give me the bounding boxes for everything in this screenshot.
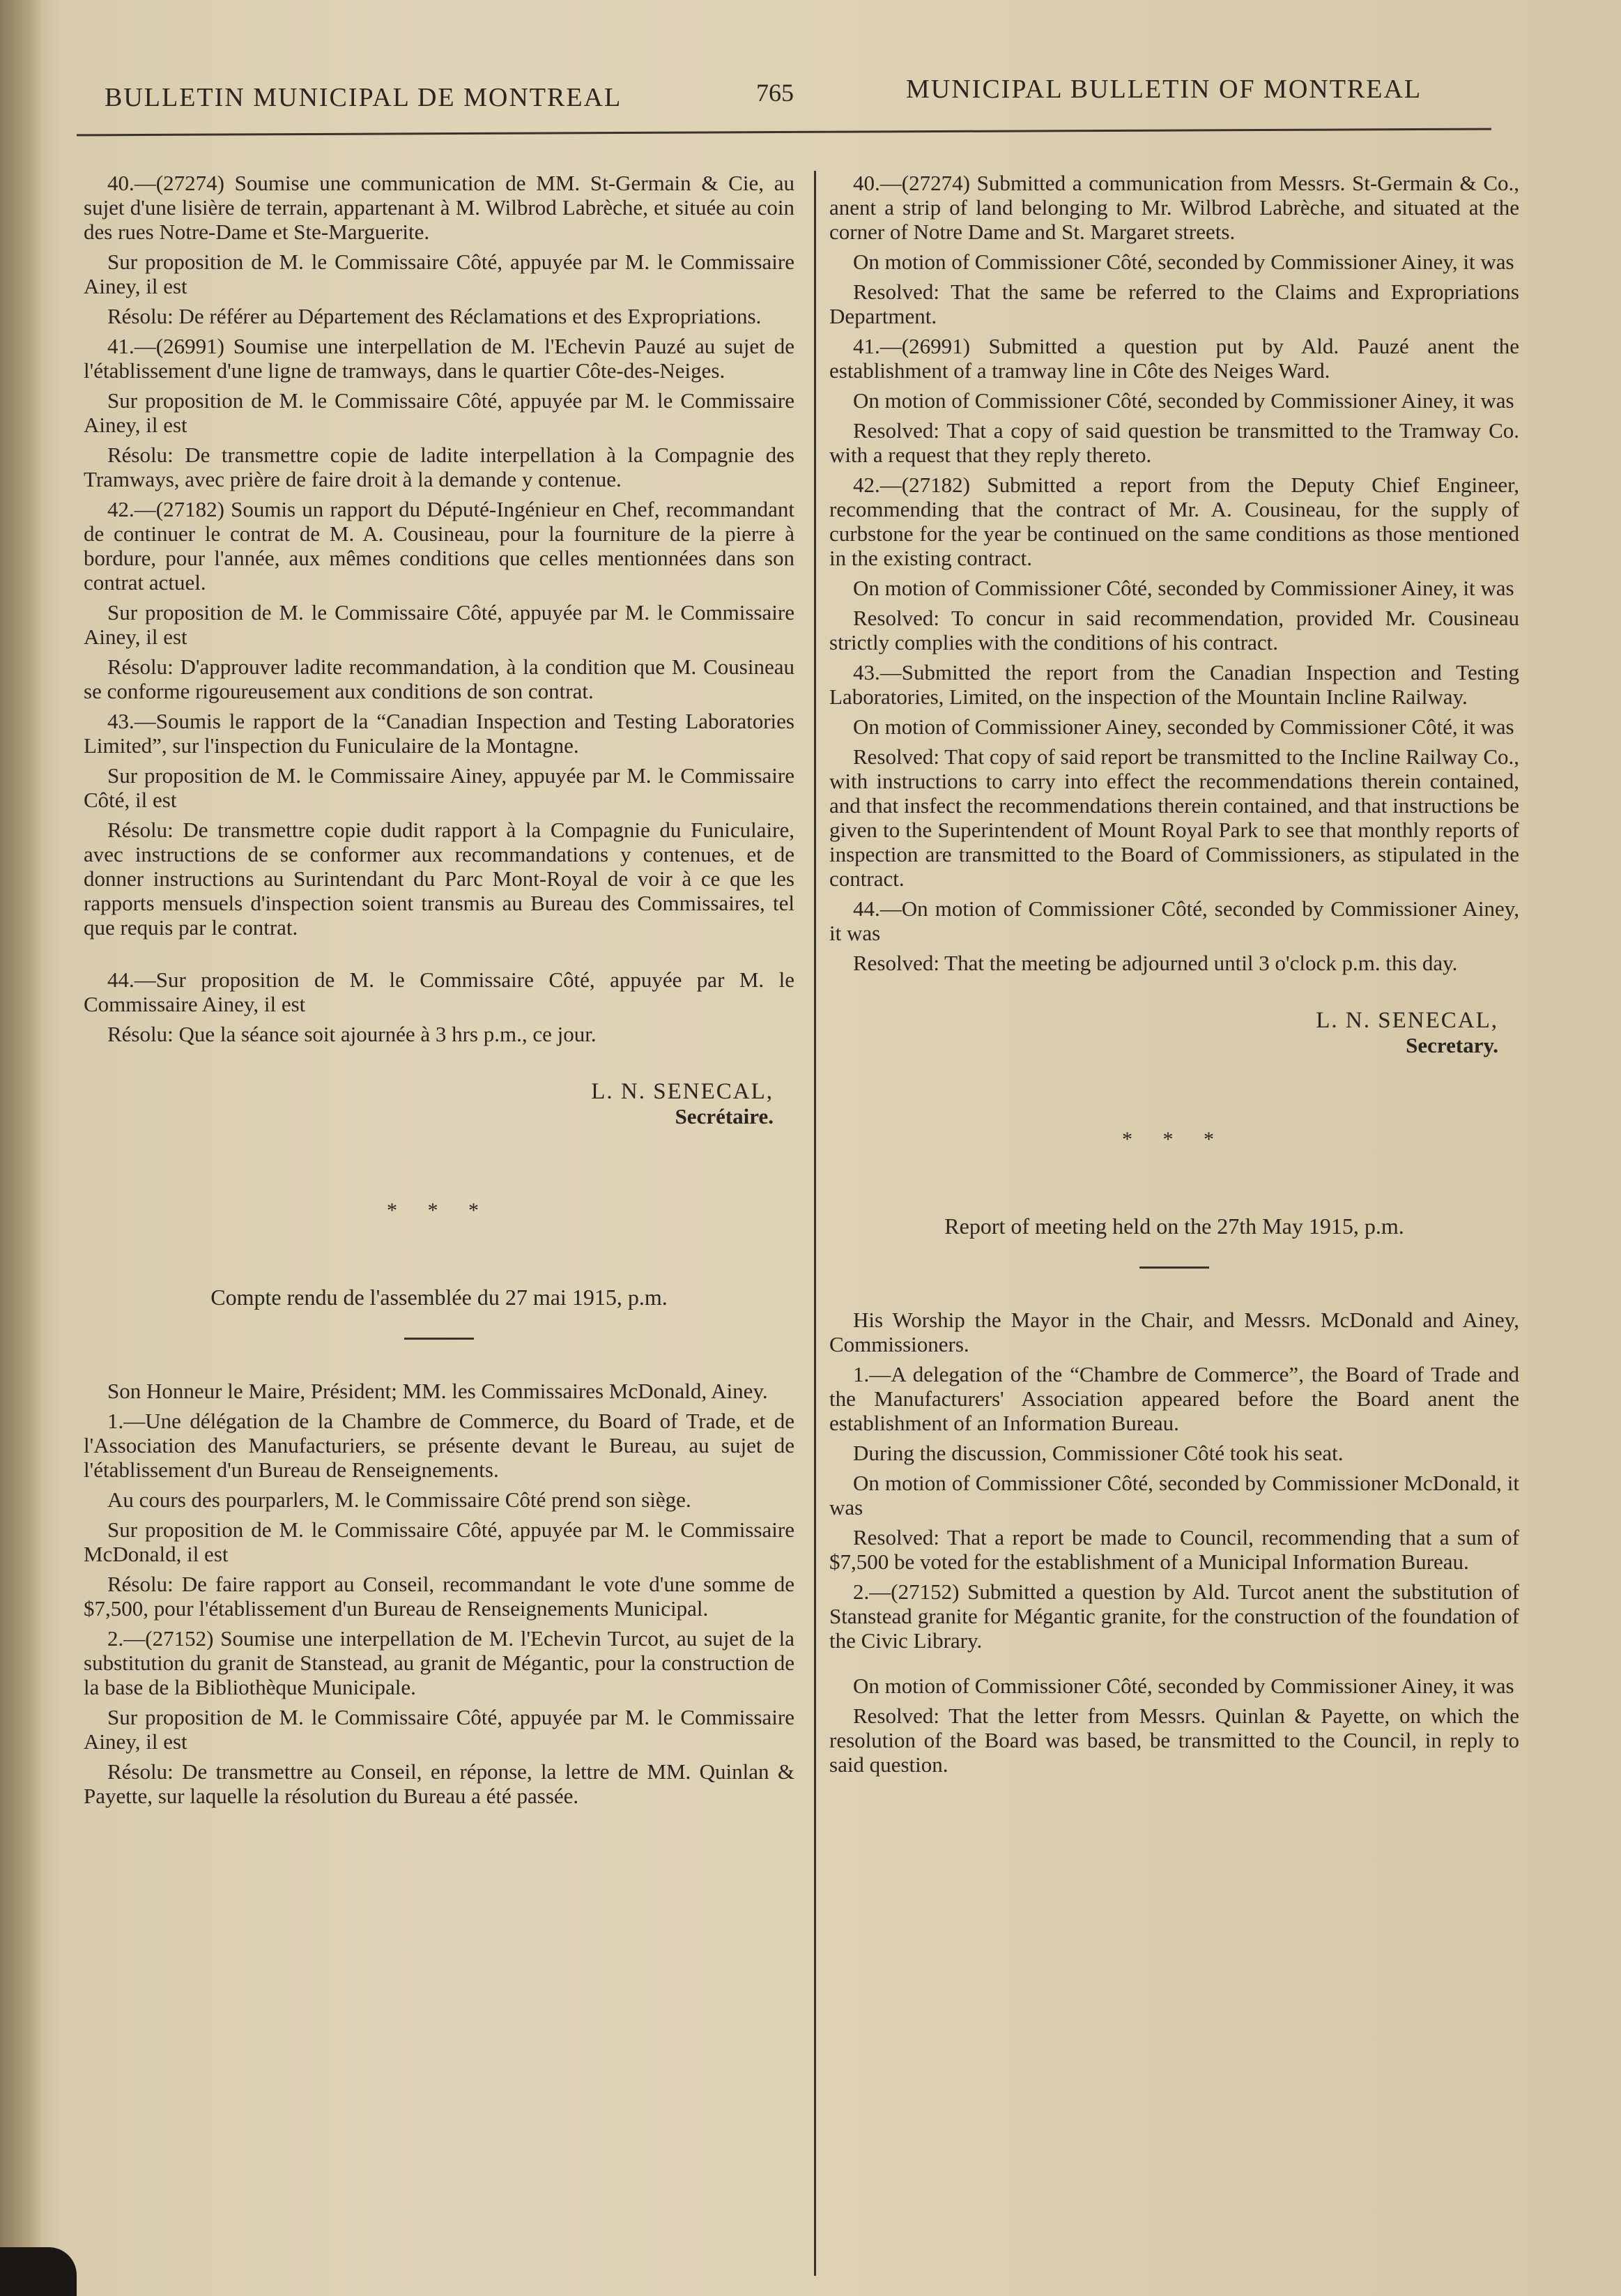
fr-para: Sur proposition de M. le Commissaire Côté, appuyée par M. le Commissaire Ainey, il est <box>84 600 794 649</box>
fr-short-rule <box>404 1338 474 1340</box>
page-number: 765 <box>756 79 794 107</box>
fr-para: 40.—(27274) Soumise une communication de MM. St-Germain & Cie, au sujet d'une lisière de terrain, appartenant à M. Wilbrod Labrèche, et située au coin des rues Notre-Dame et Ste-Marguerite. <box>84 171 794 244</box>
fr-para: Résolu: De référer au Département des Réclamations et des Expropriations. <box>107 304 762 328</box>
en-para: Resolved: That the meeting be adjourned until 3 o'clock p.m. this day. <box>853 951 1458 975</box>
en-para2: On motion of Commissioner Côté, seconded by Commissioner McDonald, it was <box>829 1471 1519 1520</box>
en-para: Resolved: That a copy of said question be transmitted to the Tramway Co. with a request that they reply thereto. <box>829 418 1519 467</box>
en-report-heading: Report of meeting held on the 27th May 1915, p.m. <box>944 1214 1404 1239</box>
en-signature-title: Secretary. <box>1406 1033 1498 1057</box>
en-para: 43.—Submitted the report from the Canadian Inspection and Testing Laboratories, Limited, on the inspection of the Mountain Incline Railway. <box>829 660 1519 709</box>
en-para: Resolved: That the same be referred to the Claims and Expropriations Department. <box>829 280 1519 328</box>
fr-para2: Au cours des pourparlers, M. le Commissaire Côté prend son siège. <box>107 1487 691 1512</box>
en-para2: 2.—(27152) Submitted a question by Ald. Turcot anent the substitution of Stanstead granite for Mégantic granite, for the construction of the foundation of the Civic Library. <box>829 1579 1519 1653</box>
en-para: On motion of Commissioner Côté, seconded by Commissioner Ainey, it was <box>853 576 1514 600</box>
en-para: On motion of Commissioner Ainey, seconded by Commissioner Côté, it was <box>853 714 1514 739</box>
en-para: On motion of Commissioner Côté, seconded by Commissioner Ainey, it was <box>853 388 1514 413</box>
en-para: Resolved: To concur in said recommendation, provided Mr. Cousineau strictly complies with the conditions of his contract. <box>829 606 1519 655</box>
fr-para2: Résolu: De faire rapport au Conseil, recommandant le vote d'une somme de $7,500, pour l'établissement d'un Bureau de Renseignements Municipal. <box>84 1572 794 1621</box>
fr-para: Résolu: De transmettre copie de ladite interpellation à la Compagnie des Tramways, avec prière de faire droit à la demande y contenue. <box>84 443 794 491</box>
en-short-rule <box>1139 1266 1209 1269</box>
fr-para2: Sur proposition de M. le Commissaire Côté, appuyée par M. le Commissaire McDonald, il est <box>84 1517 794 1566</box>
en-para2: On motion of Commissioner Côté, seconded by Commissioner Ainey, it was <box>853 1674 1514 1698</box>
binding-shadow <box>0 0 42 2296</box>
fr-para: Résolu: De transmettre copie dudit rapport à la Compagnie du Funiculaire, avec instructions de se conformer aux recommandations y contenues, et de donner instructions au Surintendant du Parc Mont-Royal de voir à ce que les rapports mensuels d'inspection soient transmis au Bureau des Commissaires, tel que requis par le contrat. <box>84 818 794 940</box>
fr-para2: Résolu: De transmettre au Conseil, en réponse, la lettre de MM. Quinlan & Payette, sur laquelle la résolution du Bureau a été passée. <box>84 1759 794 1808</box>
fr-para: Résolu: Que la séance soit ajournée à 3 hrs p.m., ce jour. <box>107 1022 597 1046</box>
running-head-english: MUNICIPAL BULLETIN OF MONTREAL <box>906 75 1422 104</box>
fr-para: 44.—Sur proposition de M. le Commissaire Côté, appuyée par M. le Commissaire Ainey, il est <box>84 967 794 1016</box>
fr-para2: 1.—Une délégation de la Chambre de Commerce, du Board of Trade, et de l'Association des Manufacturiers, se présente devant le Bureau, au sujet de l'établissement d'un Bureau de Renseignements. <box>84 1409 794 1482</box>
en-para: 42.—(27182) Submitted a report from the Deputy Chief Engineer, recommending that the contract of Mr. A. Cousineau, for the supply of curbstone for the year be continued on the same conditions as those mentioned in the existing contract. <box>829 473 1519 570</box>
fr-para2: Son Honneur le Maire, Président; MM. les Commissaires McDonald, Ainey. <box>107 1379 768 1403</box>
fr-para: Sur proposition de M. le Commissaire Ainey, appuyée par M. le Commissaire Côté, il est <box>84 763 794 812</box>
fr-para: 42.—(27182) Soumis un rapport du Député-Ingénieur en Chef, recommandant de continuer le contrat de M. A. Cousineau, pour la fourniture de la pierre à bordure, pour l'année, aux mêmes conditions que celles mentionnées dans son contrat actuel. <box>84 497 794 595</box>
fr-signature-title: Secrétaire. <box>675 1104 774 1128</box>
en-para: 40.—(27274) Submitted a communication from Messrs. St-Germain & Co., anent a strip of land belonging to Mr. Wilbrod Labrèche, and situated at the corner of Notre Dame and St. Margaret streets. <box>829 171 1519 244</box>
english-column <box>829 171 1519 1782</box>
fr-para: 43.—Soumis le rapport de la “Canadian Inspection and Testing Laboratories Limited”, sur l'inspection du Funiculaire de la Montagne. <box>84 709 794 758</box>
en-para2: His Worship the Mayor in the Chair, and Messrs. McDonald and Ainey, Commissioners. <box>829 1308 1519 1356</box>
en-para2: Resolved: That a report be made to Council, recommending that a sum of $7,500 be voted for the establishment of a Municipal Information Bureau. <box>829 1525 1519 1574</box>
fr-para2: Sur proposition de M. le Commissaire Côté, appuyée par M. le Commissaire Ainey, il est <box>84 1705 794 1754</box>
fr-para2: 2.—(27152) Soumise une interpellation de M. l'Echevin Turcot, au sujet de la substitution du granit de Stanstead, au granit de Mégantic, pour la construction de la base de la Bibliothèque Municipale. <box>84 1626 794 1699</box>
running-head-french: BULLETIN MUNICIPAL DE MONTREAL <box>105 83 622 112</box>
fr-report-heading: Compte rendu de l'assemblée du 27 mai 1915, p.m. <box>210 1285 668 1310</box>
fr-separator: * * * <box>387 1199 491 1222</box>
en-para2: During the discussion, Commissioner Côté took his seat. <box>853 1441 1344 1465</box>
fr-para: Résolu: D'approuver ladite recommandation, à la condition que M. Cousineau se conforme rigoureusement aux conditions de son contrat. <box>84 655 794 703</box>
en-para: Resolved: That copy of said report be transmitted to the Incline Railway Co., with instructions to carry into effect the recommendations therein contained, and that insfect the recommendations therein contained, and that instructions be given to the Superintendent of Mount Royal Park to see that monthly reports of inspection are transmitted to the Board of Commissioners, as stipulated in the contract. <box>829 744 1519 891</box>
page-corner-shadow <box>0 2247 77 2296</box>
en-separator: * * * <box>1122 1128 1227 1151</box>
fr-para: Sur proposition de M. le Commissaire Côté, appuyée par M. le Commissaire Ainey, il est <box>84 388 794 437</box>
en-para: 41.—(26991) Submitted a question put by Ald. Pauzé anent the establishment of a tramway line in Côte des Neiges Ward. <box>829 334 1519 383</box>
fr-para: Sur proposition de M. le Commissaire Côté, appuyée par M. le Commissaire Ainey, il est <box>84 250 794 298</box>
header-rule <box>77 128 1491 137</box>
column-divider <box>814 171 816 2276</box>
fr-signature-name: L. N. SENECAL, <box>591 1079 774 1104</box>
en-para: On motion of Commissioner Côté, seconded by Commissioner Ainey, it was <box>853 250 1514 274</box>
french-column <box>84 171 794 1814</box>
en-signature-name: L. N. SENECAL, <box>1316 1008 1498 1033</box>
en-para2: 1.—A delegation of the “Chambre de Commerce”, the Board of Trade and the Manufacturers' Association appeared before the Board anent the establishment of an Information Bureau. <box>829 1362 1519 1435</box>
fr-para: 41.—(26991) Soumise une interpellation de M. l'Echevin Pauzé au sujet de l'établissement d'une ligne de tramways, dans le quartier Côte-des-Neiges. <box>84 334 794 383</box>
en-para2: Resolved: That the letter from Messrs. Quinlan & Payette, on which the resolution of the Board was based, be transmitted to the Council, in reply to said question. <box>829 1704 1519 1777</box>
running-head <box>84 75 1491 124</box>
en-para: 44.—On motion of Commissioner Côté, seconded by Commissioner Ainey, it was <box>829 896 1519 945</box>
